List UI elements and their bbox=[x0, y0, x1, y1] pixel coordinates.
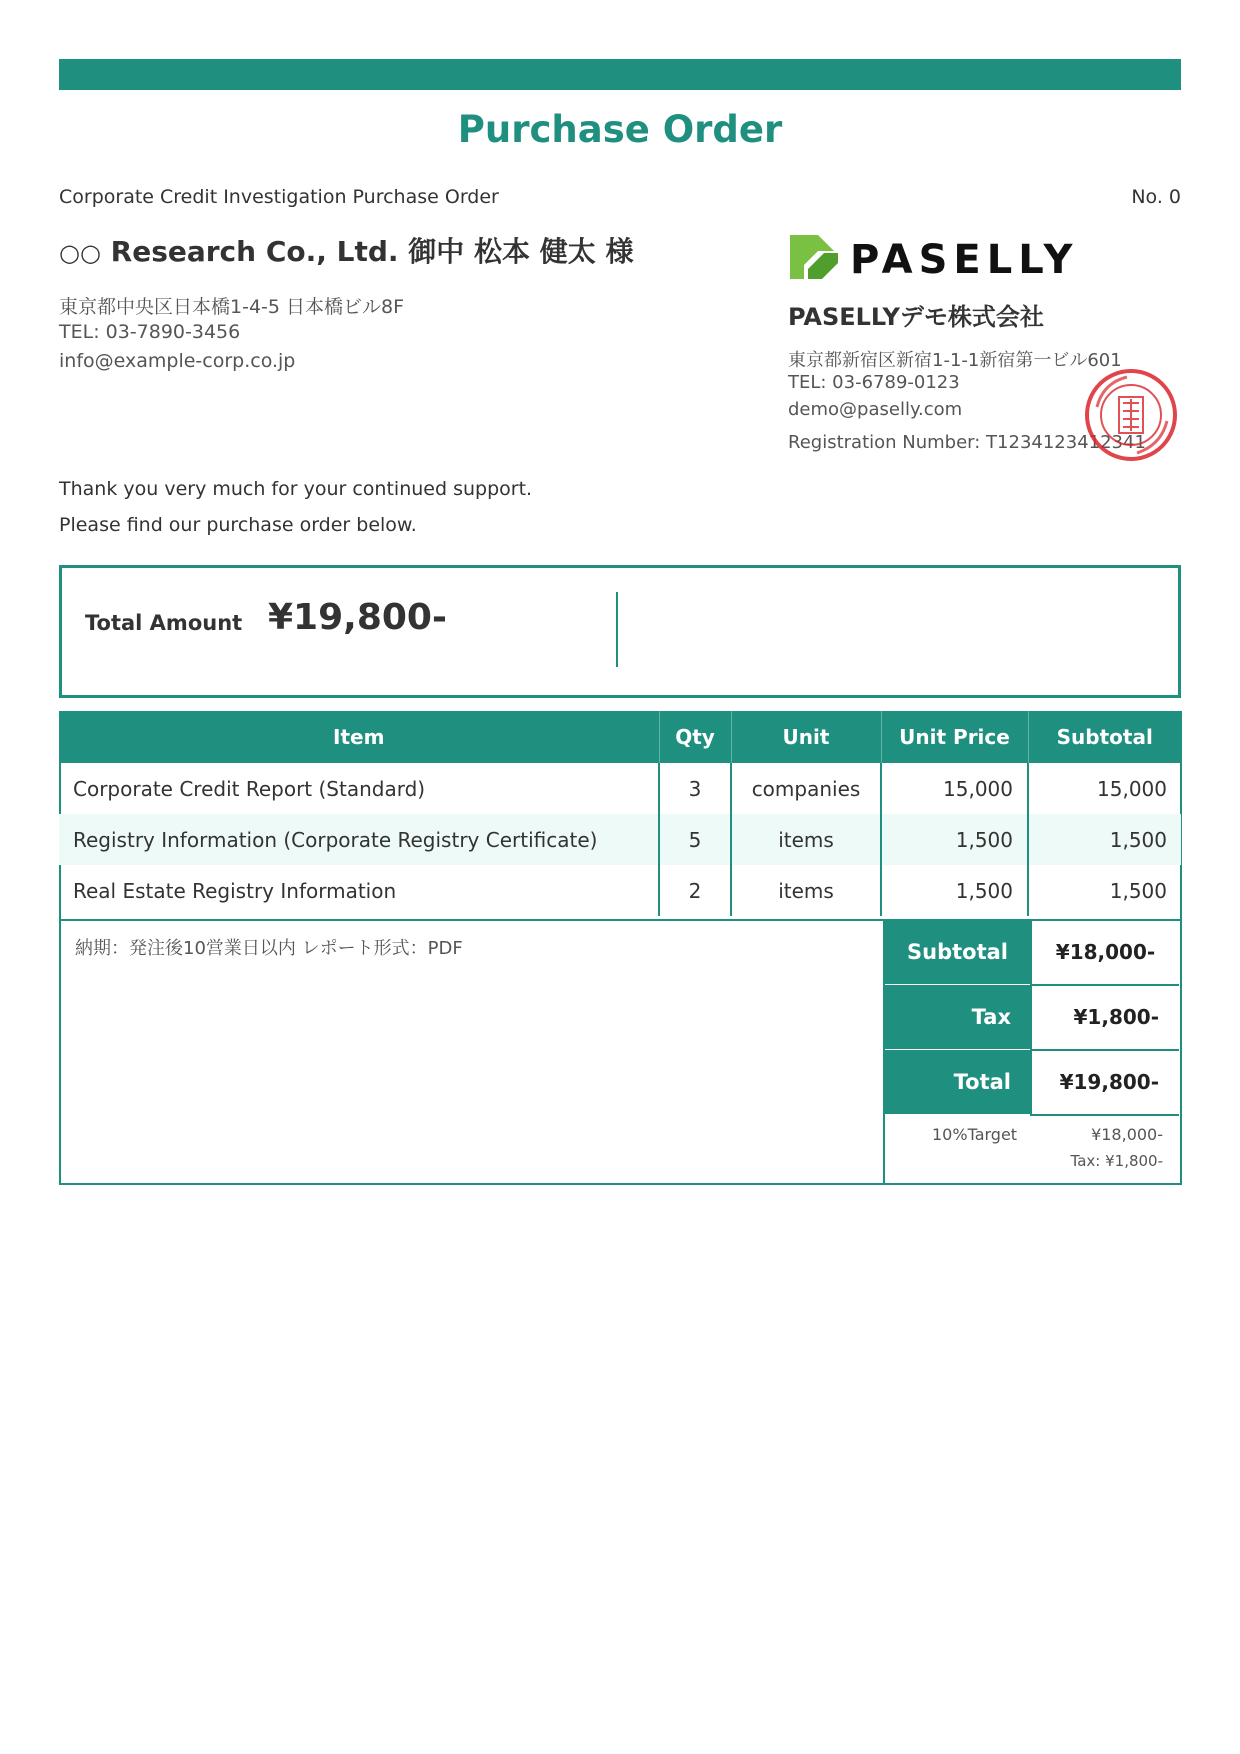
document-title: Purchase Order bbox=[457, 108, 783, 151]
summary-total-label-text: Total bbox=[953, 1070, 1011, 1094]
cell-unit-price: 1,500 bbox=[881, 865, 1028, 916]
summary-subtotal-label-text: Subtotal bbox=[907, 940, 1008, 964]
summary-total-value bbox=[1030, 1050, 1179, 1116]
summary-subtotal-label bbox=[885, 920, 1030, 984]
logo-wordmark: PASELLY bbox=[850, 237, 1079, 281]
summary-subtotal-value bbox=[1030, 920, 1179, 986]
company-seal-stamp bbox=[1083, 367, 1179, 463]
cell-item: Corporate Credit Report (Standard) bbox=[73, 776, 426, 801]
cell-unit-price: 15,000 bbox=[881, 763, 1028, 814]
recipient-email: info@example-corp.co.jp bbox=[59, 350, 296, 372]
document-number: No. 0 bbox=[1131, 186, 1181, 208]
cell-item: Registry Information (Corporate Registry Certificate) bbox=[59, 814, 659, 865]
cell-unit: items bbox=[731, 814, 881, 865]
header-item: Item bbox=[59, 711, 659, 763]
tax-target-label: 10%Target bbox=[932, 1125, 1018, 1144]
issuer-address: 東京都新宿区新宿1-1-1新宿第一ビル601 bbox=[788, 350, 1122, 371]
cell-subtotal: 1,500 bbox=[1028, 814, 1181, 865]
summary-total-value-text: ¥19,800- bbox=[1059, 1070, 1159, 1094]
recipient-address: 東京都中央区日本橋1-4-5 日本橋ビル8F bbox=[59, 296, 405, 318]
document-subtitle: Corporate Credit Investigation Purchase Order bbox=[59, 186, 499, 208]
summary-tax-value-text: ¥1,800- bbox=[1073, 1005, 1159, 1029]
total-amount-value: ¥19,800- bbox=[268, 597, 447, 638]
issuer-logo bbox=[788, 229, 1088, 281]
cell-subtotal: 1,500 bbox=[1028, 865, 1181, 916]
cell-item: Real Estate Registry Information bbox=[73, 878, 397, 903]
delivery-notes: 納期：発注後10営業日以内 レポート形式：PDF bbox=[75, 938, 463, 959]
cell-unit: companies bbox=[731, 763, 881, 814]
header-subtotal: Subtotal bbox=[1028, 711, 1181, 763]
recipient-placeholder-mark: ○○ bbox=[59, 239, 101, 267]
cell-unit: items bbox=[731, 865, 881, 916]
header-unit: Unit bbox=[731, 711, 881, 763]
table-row bbox=[59, 865, 1181, 916]
summary-tax-label-text: Tax bbox=[971, 1005, 1011, 1029]
top-accent-bar bbox=[59, 59, 1181, 90]
summary-tax-label bbox=[885, 985, 1030, 1049]
recipient-company: Research Co., Ltd. 御中 松本 健太 様 bbox=[110, 235, 634, 268]
cell-subtotal: 15,000 bbox=[1028, 763, 1181, 814]
logo-mark-icon bbox=[790, 235, 838, 279]
intro-line-1: Thank you very much for your continued support. bbox=[59, 478, 533, 500]
intro-line-2: Please find our purchase order below. bbox=[59, 514, 417, 536]
total-amount-label: Total Amount bbox=[85, 611, 243, 635]
items-table bbox=[59, 711, 1181, 916]
table-row bbox=[59, 763, 1181, 814]
issuer-email: demo@paselly.com bbox=[788, 399, 963, 420]
tax-target-amount: Tax: ¥1,800- bbox=[1070, 1152, 1163, 1170]
summary-tax-value bbox=[1030, 985, 1179, 1051]
header-unit-price: Unit Price bbox=[881, 711, 1028, 763]
header-qty: Qty bbox=[659, 711, 731, 763]
issuer-registration: Registration Number: T1234123412341 bbox=[788, 432, 1146, 453]
cell-qty: 3 bbox=[659, 763, 731, 814]
tax-target-base: ¥18,000- bbox=[1091, 1125, 1163, 1144]
table-header-row bbox=[59, 711, 1181, 763]
summary-subtotal-value-text: ¥18,000- bbox=[1055, 940, 1156, 964]
cell-qty: 2 bbox=[659, 865, 731, 916]
total-box-divider bbox=[616, 592, 618, 667]
issuer-tel: TEL: 03-6789-0123 bbox=[788, 372, 960, 393]
recipient-name bbox=[59, 230, 634, 270]
issuer-company: PASELLYデモ株式会社 bbox=[788, 303, 1044, 331]
table-row bbox=[59, 814, 1181, 865]
cell-qty: 5 bbox=[659, 814, 731, 865]
summary-total-label bbox=[885, 1050, 1030, 1114]
cell-unit-price: 1,500 bbox=[881, 814, 1028, 865]
recipient-tel: TEL: 03-7890-3456 bbox=[59, 321, 241, 343]
